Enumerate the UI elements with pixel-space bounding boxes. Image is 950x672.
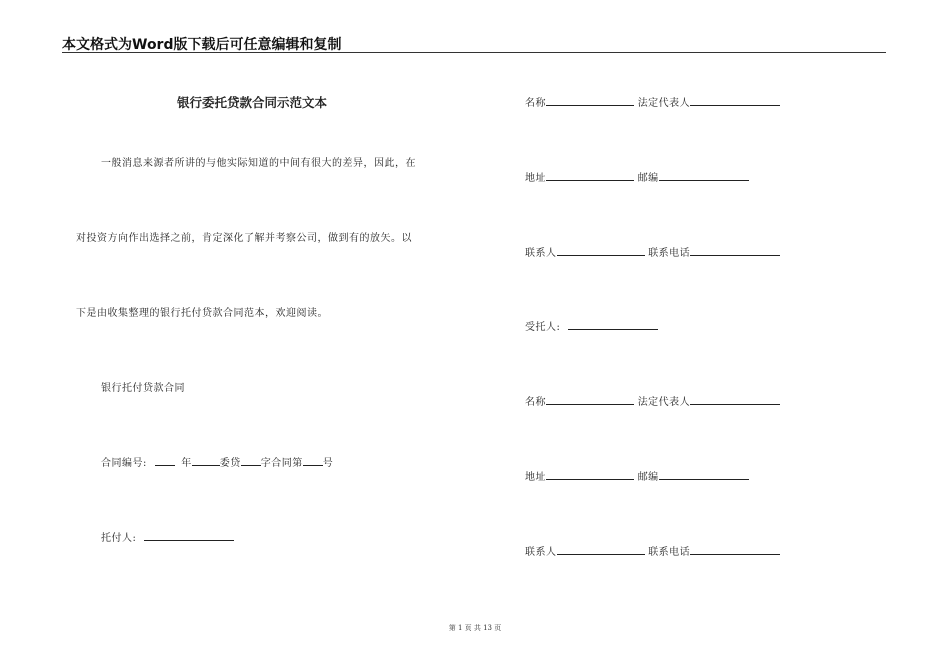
- contact-phone-line-1: [525, 244, 780, 259]
- contract-number-line: [101, 454, 333, 469]
- principal-line: [101, 529, 234, 544]
- intro-line-3: 下是由收集整理的银行托付贷款合同范本，欢迎阅读。: [76, 308, 328, 319]
- contact-blank: [557, 246, 645, 256]
- name-blank: [546, 395, 634, 405]
- address-postcode-line-1: [525, 169, 749, 184]
- contract-weidai-label: 委贷: [219, 458, 241, 469]
- contact-label: 联系人: [525, 248, 557, 259]
- header-rule: [62, 52, 886, 53]
- legal-rep-blank: [690, 96, 780, 106]
- address-label: 地址: [525, 173, 546, 184]
- postcode-blank: [659, 171, 749, 181]
- intro-line-1: 一般消息来源者所讲的与他实际知道的中间有很大的差异，因此，在: [101, 158, 416, 169]
- trustee-blank: [568, 320, 658, 330]
- contract-year-blank: [155, 456, 175, 466]
- document-title: 银行委托贷款合同示范文本: [177, 95, 328, 110]
- address-blank: [546, 470, 634, 480]
- legal-rep-label: 法定代表人: [637, 98, 691, 109]
- page-header: 本文格式为Word版下载后可任意编辑和复制: [62, 37, 342, 53]
- contact-label: 联系人: [525, 547, 557, 558]
- contract-di-blank: [303, 456, 323, 466]
- address-label: 地址: [525, 472, 546, 483]
- contract-hao-label: 号: [322, 458, 334, 469]
- trustee-label: 受托人:: [525, 322, 561, 333]
- contract-number-label: 合同编号:: [101, 458, 147, 469]
- name-blank: [546, 96, 634, 106]
- address-blank: [546, 171, 634, 181]
- contract-year-label: 年: [181, 458, 192, 469]
- name-label: 名称: [525, 98, 546, 109]
- contract-zi-label: 字合同第: [260, 458, 303, 469]
- legal-rep-blank: [690, 395, 780, 405]
- name-legal-rep-line-1: [525, 94, 780, 109]
- page-footer: 第 1 页 共 13 页: [448, 624, 502, 632]
- trustee-line: [525, 318, 658, 333]
- name-legal-rep-line-2: [525, 393, 780, 408]
- contract-weidai-blank: [192, 456, 220, 466]
- phone-blank: [690, 545, 780, 555]
- principal-label: 托付人:: [101, 533, 137, 544]
- contract-name: 银行托付贷款合同: [101, 383, 185, 394]
- postcode-blank: [659, 470, 749, 480]
- postcode-label: 邮编: [637, 472, 659, 483]
- name-label: 名称: [525, 397, 546, 408]
- phone-label: 联系电话: [648, 547, 691, 558]
- address-postcode-line-2: [525, 468, 749, 483]
- contact-blank: [557, 545, 645, 555]
- phone-label: 联系电话: [648, 248, 691, 259]
- postcode-label: 邮编: [637, 173, 659, 184]
- phone-blank: [690, 246, 780, 256]
- contact-phone-line-2: [525, 543, 780, 558]
- intro-line-2: 对投资方向作出选择之前，肯定深化了解并考察公司，做到有的放矢。以: [76, 233, 412, 244]
- contract-zi-blank: [241, 456, 261, 466]
- legal-rep-label: 法定代表人: [637, 397, 691, 408]
- principal-blank: [144, 531, 234, 541]
